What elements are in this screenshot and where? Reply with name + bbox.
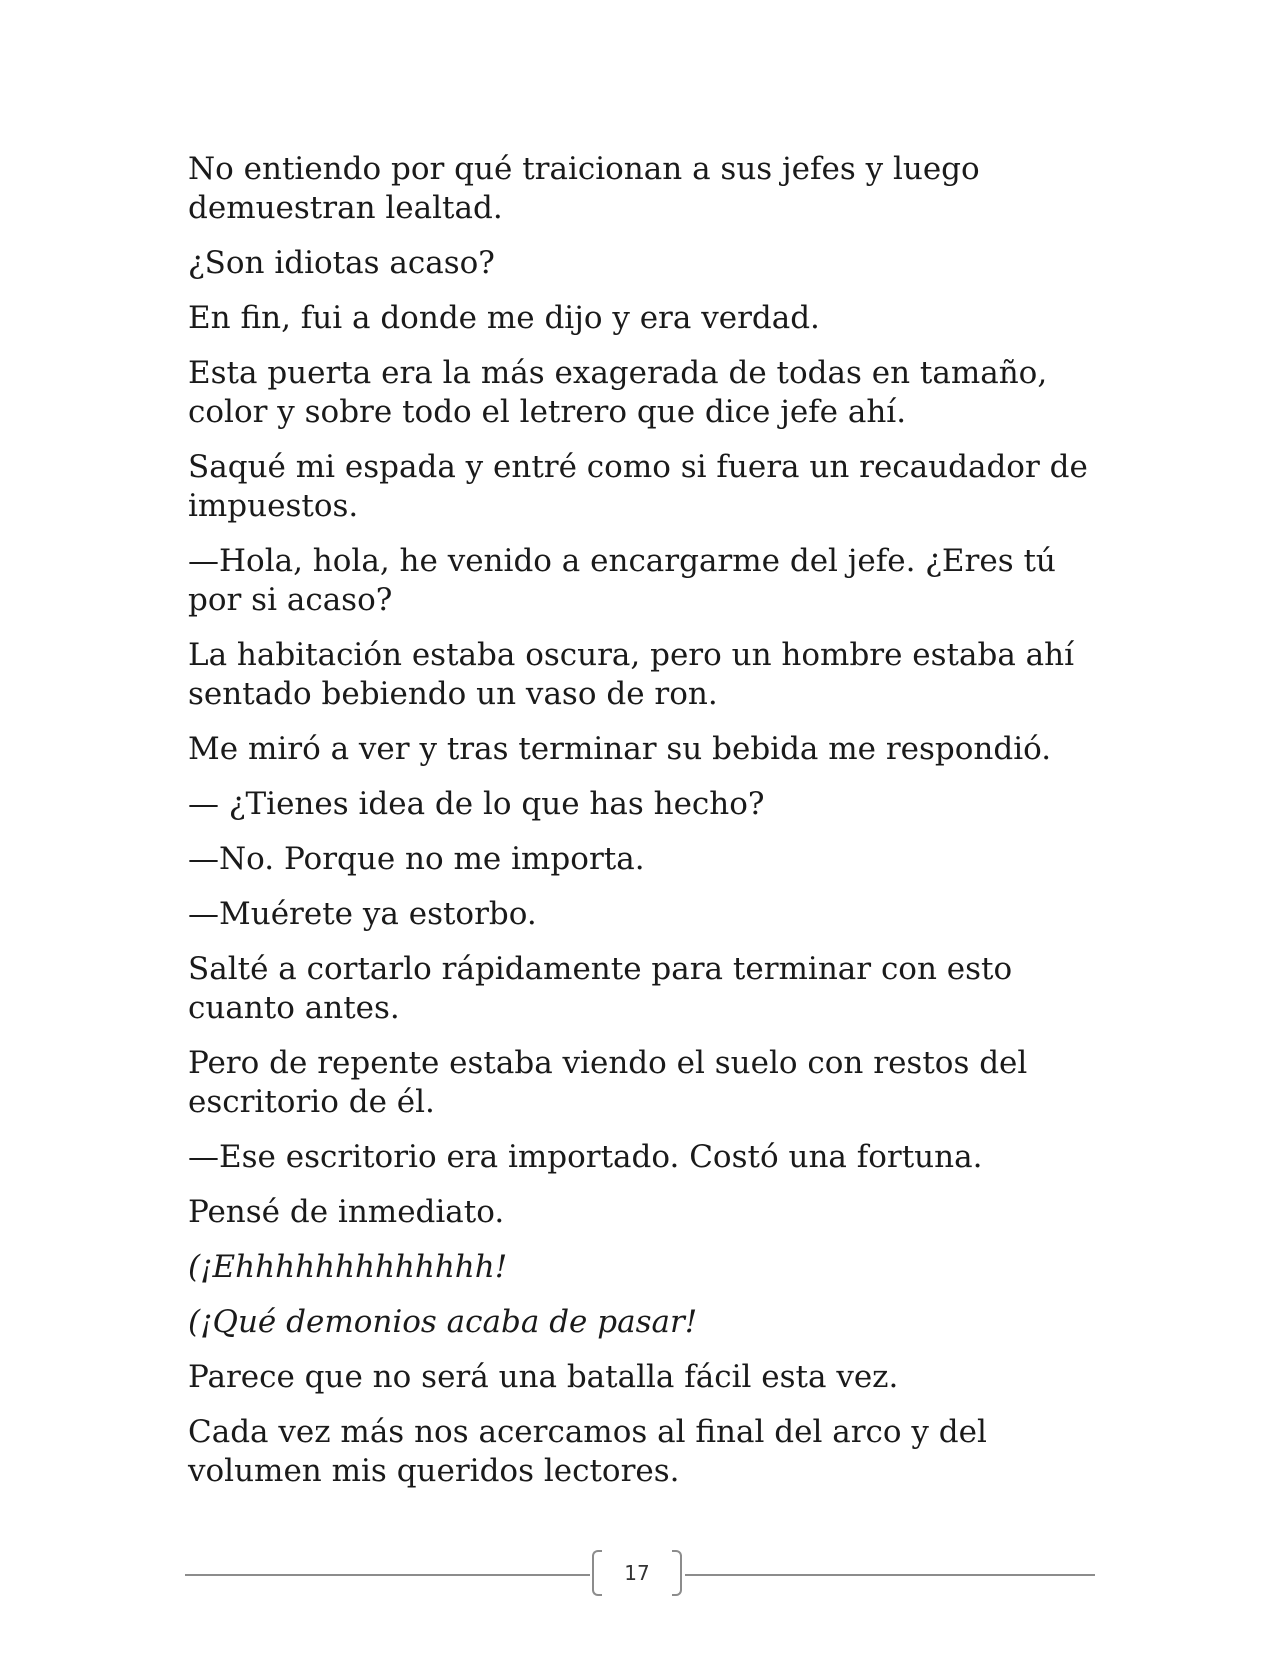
page-footer <box>185 1550 1095 1600</box>
footer-rule-right <box>685 1574 1095 1576</box>
page-number: 17 <box>624 1561 650 1585</box>
paragraph: Salté a cortarlo rápidamente para terminar con esto cuanto antes. <box>188 951 1013 1026</box>
paragraph: Pero de repente estaba viendo el suelo con restos del escritorio de él. <box>188 1045 1028 1120</box>
body-text <box>188 150 1098 1507</box>
paragraph: Saqué mi espada y entré como si fuera un recaudador de impuestos. <box>188 449 1088 524</box>
paragraph: No entiendo por qué traicionan a sus jefes y luego demuestran lealtad. <box>188 151 980 226</box>
paragraph: En fin, fui a donde me dijo y era verdad. <box>188 300 820 336</box>
paragraph: Pensé de inmediato. <box>188 1194 505 1230</box>
paragraph: Cada vez más nos acercamos al final del arco y del volumen mis queridos lectores. <box>188 1414 987 1489</box>
paragraph: ¿Son idiotas acaso? <box>188 245 495 281</box>
thought-line: (¡Qué demonios acaba de pasar! <box>188 1304 698 1340</box>
dialogue-line: —Ese escritorio era importado. Costó una fortuna. <box>188 1139 983 1175</box>
dialogue-line: —No. Porque no me importa. <box>188 841 645 877</box>
paragraph: La habitación estaba oscura, pero un hombre estaba ahí sentado bebiendo un vaso de ron. <box>188 637 1075 712</box>
paragraph: Parece que no será una batalla fácil esta vez. <box>188 1359 899 1395</box>
dialogue-line: —Hola, hola, he venido a encargarme del jefe. ¿Eres tú por si acaso? <box>188 543 1056 618</box>
paragraph: Me miró a ver y tras terminar su bebida me respondió. <box>188 731 1052 767</box>
dialogue-line: — ¿Tienes idea de lo que has hecho? <box>188 786 765 822</box>
dialogue-line: —Muérete ya estorbo. <box>188 896 537 932</box>
thought-line: (¡Ehhhhhhhhhhhhh! <box>188 1249 508 1285</box>
bracket-close-icon <box>672 1550 682 1596</box>
paragraph: Esta puerta era la más exagerada de todas en tamaño, color y sobre todo el letrero que dice jefe ahí. <box>188 355 1048 430</box>
footer-rule-left <box>185 1574 590 1576</box>
bracket-open-icon <box>592 1550 602 1596</box>
